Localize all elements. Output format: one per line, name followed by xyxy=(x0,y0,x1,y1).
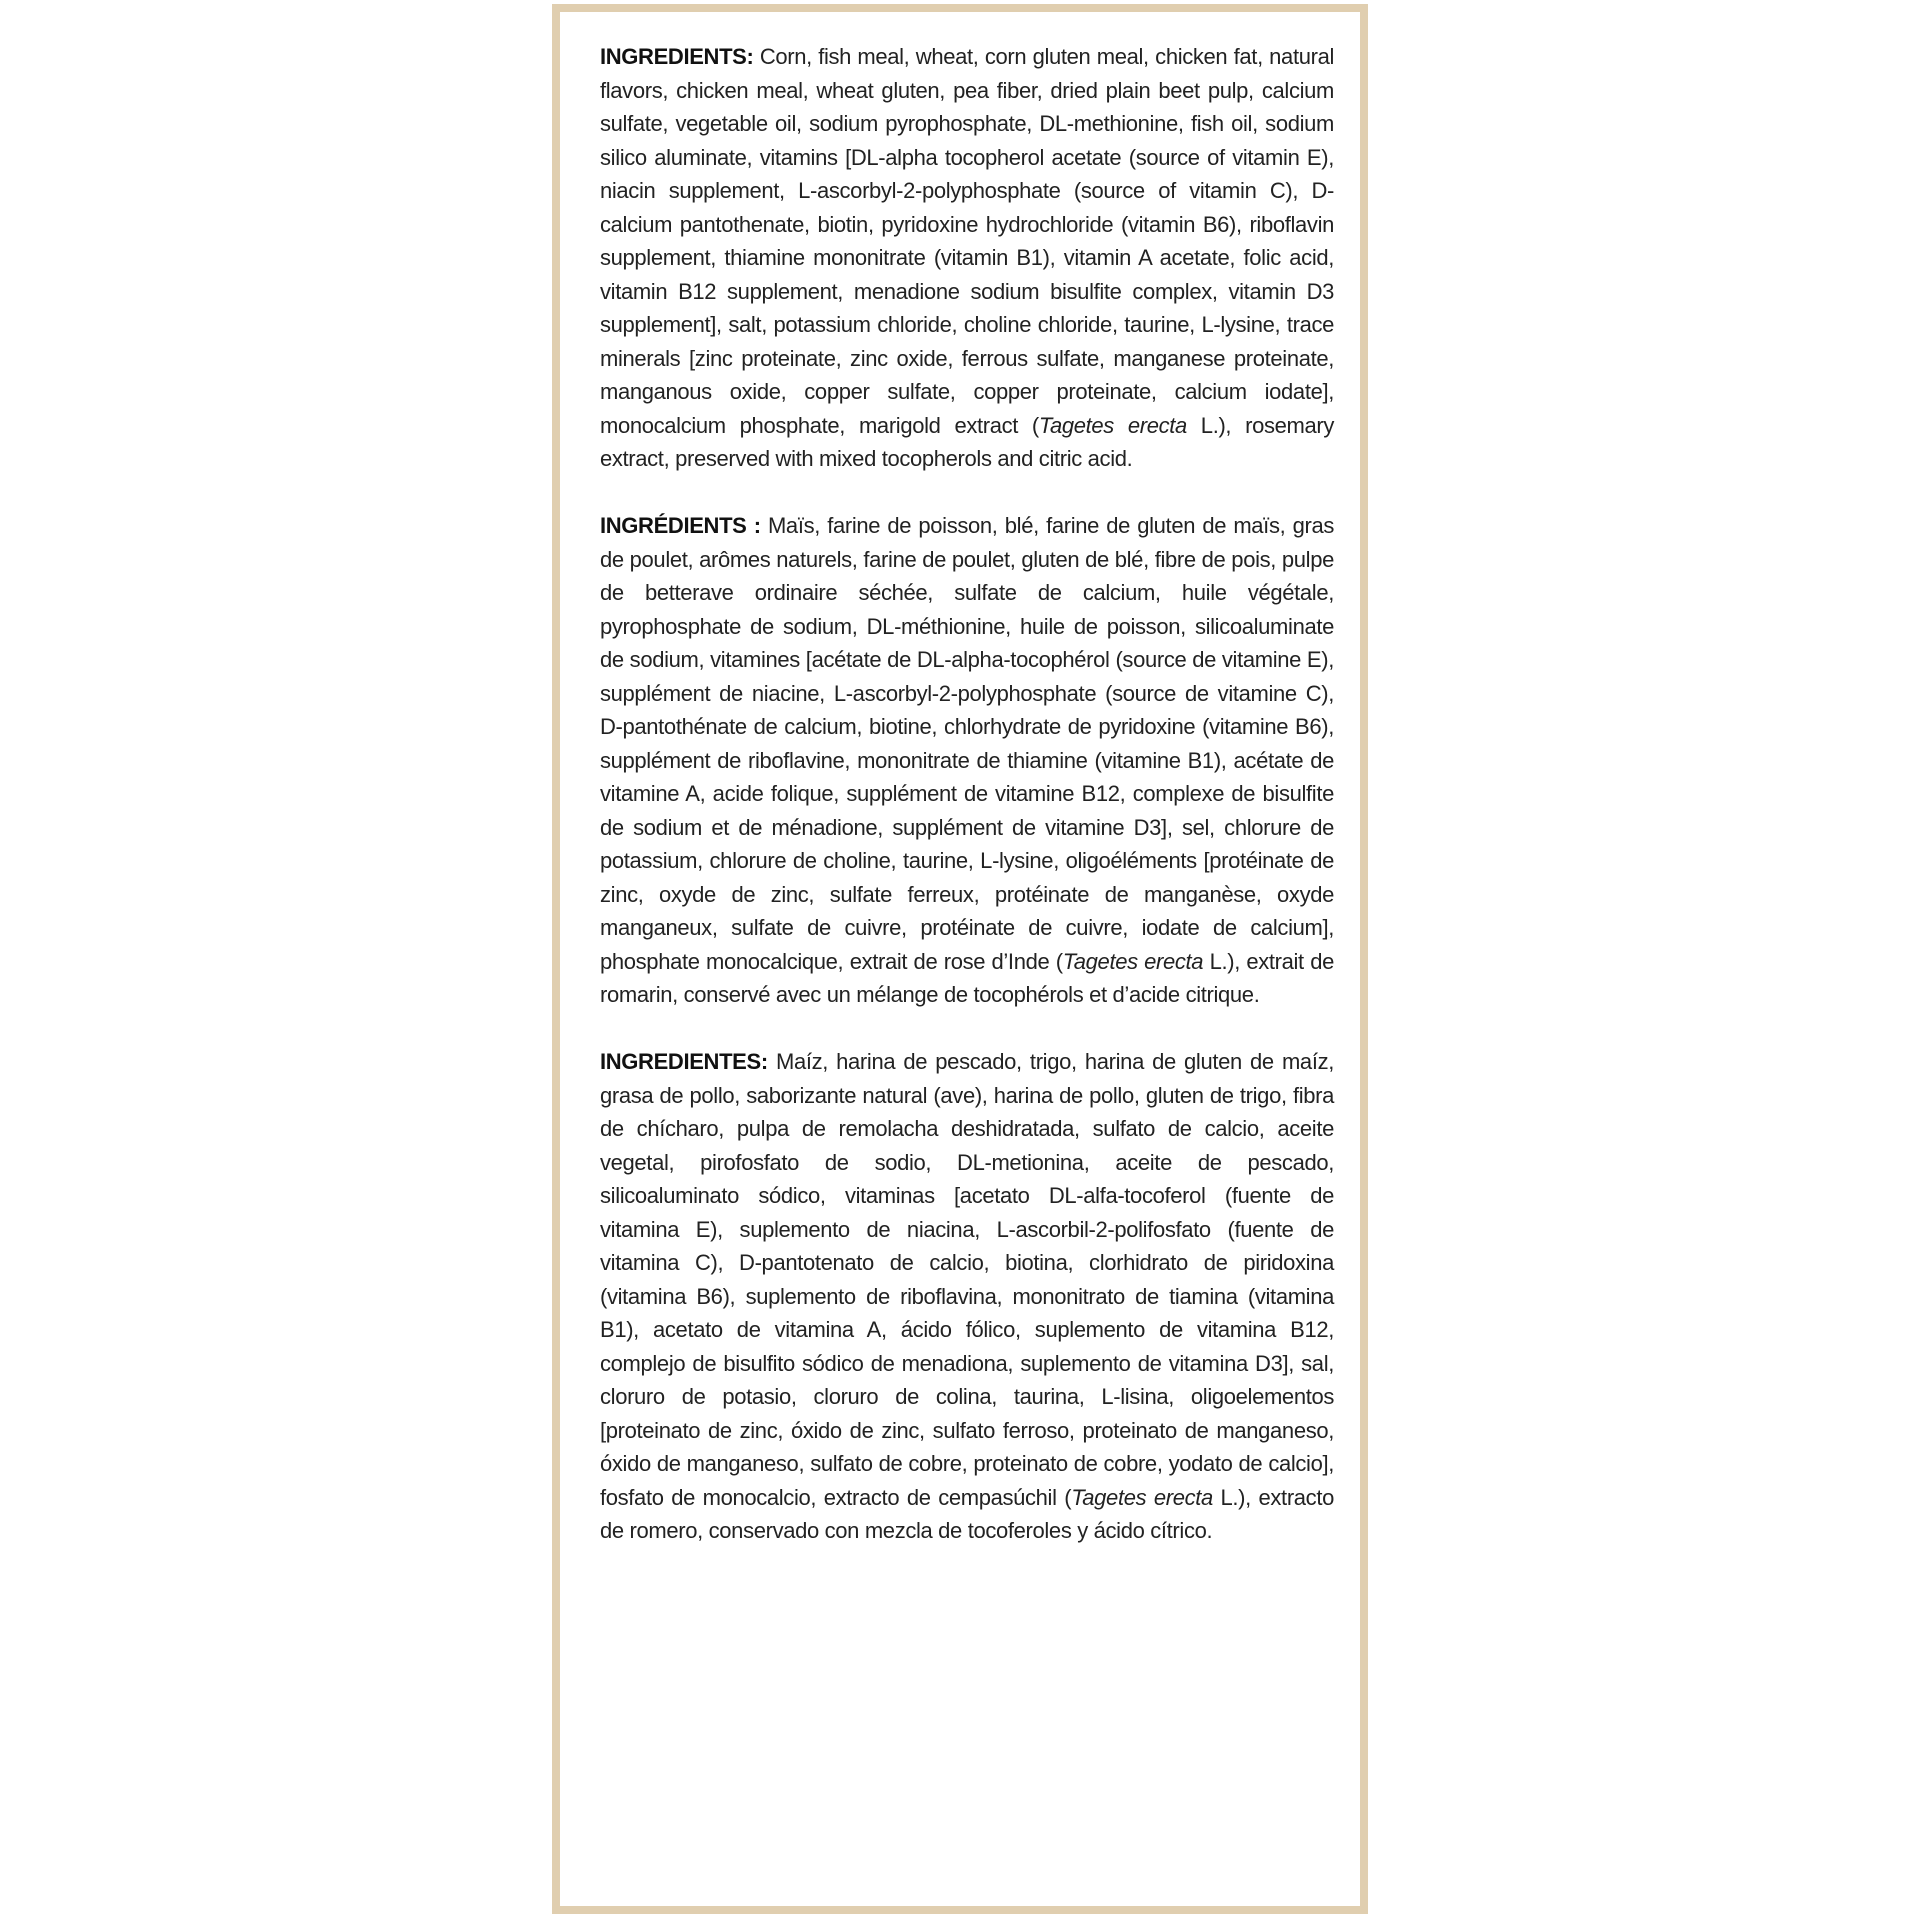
ingredients-heading-spanish: INGREDIENTES: xyxy=(600,1049,768,1074)
ingredients-spanish xyxy=(600,1045,1334,1548)
ingredients-italic-english: Tagetes erecta xyxy=(1038,412,1187,438)
ingredients-text-end-english: L.), rosemary extract, preserved with mixed tocopherols and citric acid. xyxy=(600,412,1334,471)
ingredients-italic-spanish: Tagetes erecta xyxy=(1071,1484,1213,1510)
ingredients-text-french: Maïs, farine de poisson, blé, farine de gluten de maïs, gras de poulet, arômes naturels, farine de poulet, gluten de blé, fibre de pois, pulpe de betterave ordinaire séchée, sulfate de calcium, huile végétale, pyrophosphate de sodium, DL-méthionine, huile de poisson, silicoaluminate de sodium, vitamines [acétate de DL-alpha-tocophérol (source de vitamine E), supplément de niacine, L-ascorbyl-2-polyphosphate (source de vitamine C), D-pantothénate de calcium, biotine, chlorhydrate de pyridoxine (vitamine B6), supplément de riboflavine, mononitrate de thiamine (vitamine B1), acétate de vitamine A, acide folique, supplément de vitamine B12, complexe de bisulfite de sodium et de ménadione, supplément de vitamine D3], sel, chlorure de potassium, chlorure de choline, taurine, L-lysine, oligoéléments [protéinate de zinc, oxyde de zinc, sulfate ferreux, protéinate de manganèse, oxyde manganeux, sulfate de cuivre, protéinate de cuivre, iodate de calcium], phosphate monocalcique, extrait de rose d’Inde ( xyxy=(600,513,1334,974)
ingredients-text-end-spanish: L.), extracto de romero, conservado con mezcla de tocoferoles y ácido cítrico. xyxy=(600,1484,1334,1543)
ingredients-italic-french: Tagetes erecta xyxy=(1062,948,1204,974)
ingredients-text-spanish: Maíz, harina de pescado, trigo, harina de gluten de maíz, grasa de pollo, saborizante natural (ave), harina de pollo, gluten de trigo, fibra de chícharo, pulpa de remolacha deshidratada, sulfato de calcio, aceite vegetal, pirofosfato de sodio, DL-metionina, aceite de pescado, silicoaluminato sódico, vitaminas [acetato DL-alfa-tocoferol (fuente de vitamina E), suplemento de niacina, L-ascorbil-2-polifosfato (fuente de vitamina C), D-pantotenato de calcio, biotina, clorhidrato de piridoxina (vitamina B6), suplemento de riboflavina, mononitrato de tiamina (vitamina B1), acetato de vitamina A, ácido fólico, suplemento de vitamina B12, complejo de bisulfito sódico de menadiona, suplemento de vitamina D3], sal, cloruro de potasio, cloruro de colina, taurina, L-lisina, oligoelementos [proteinato de zinc, óxido de zinc, sulfato ferroso, proteinato de manganeso, óxido de manganeso, sulfato de cobre, proteinato de cobre, yodato de calcio], fosfato de monocalcio, extracto de cempasúchil ( xyxy=(600,1049,1334,1510)
ingredients-heading-french: INGRÉDIENTS : xyxy=(600,513,761,538)
ingredients-content xyxy=(600,40,1334,1581)
ingredients-text-end-french: L.), extrait de romarin, conservé avec un mélange de tocophérols et d’acide citrique. xyxy=(600,948,1334,1007)
ingredients-french xyxy=(600,509,1334,1012)
ingredients-english xyxy=(600,40,1334,476)
ingredients-heading-english: INGREDIENTS: xyxy=(600,44,754,69)
ingredients-panel xyxy=(552,4,1368,1914)
ingredients-text-english: Corn, fish meal, wheat, corn gluten meal, chicken fat, natural flavors, chicken meal, wheat gluten, pea fiber, dried plain beet pulp, calcium sulfate, vegetable oil, sodium pyrophosphate, DL-methionine, fish oil, sodium silico aluminate, vitamins [DL-alpha tocopherol acetate (source of vitamin E), niacin supplement, L-ascorbyl-2-polyphosphate (source of vitamin C), D-calcium pantothenate, biotin, pyridoxine hydrochloride (vitamin B6), riboflavin supplement, thiamine mononitrate (vitamin B1), vitamin A acetate, folic acid, vitamin B12 supplement, menadione sodium bisulfite complex, vitamin D3 supplement], salt, potassium chloride, choline chloride, taurine, L-lysine, trace minerals [zinc proteinate, zinc oxide, ferrous sulfate, manganese proteinate, manganous oxide, copper sulfate, copper proteinate, calcium iodate], monocalcium phosphate, marigold extract ( xyxy=(600,44,1334,438)
